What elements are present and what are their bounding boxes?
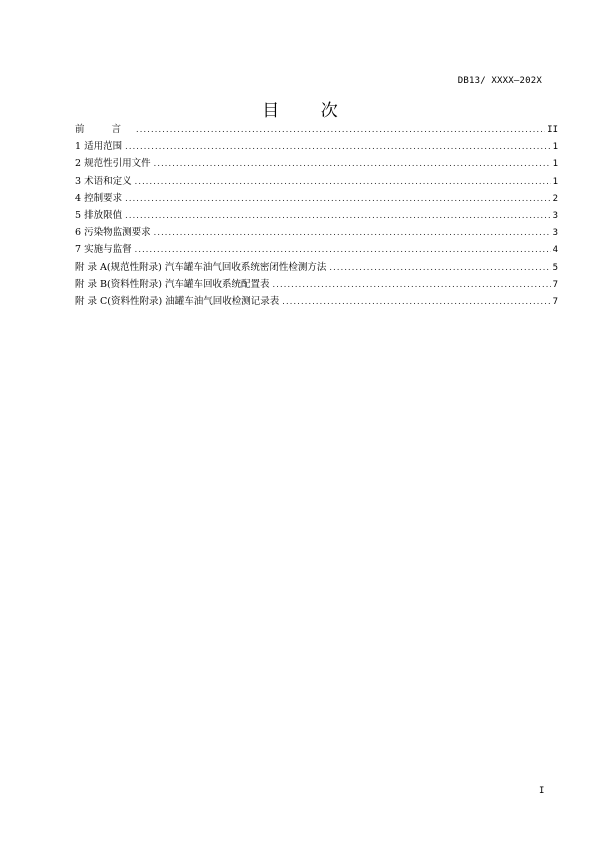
toc-leader-dots	[154, 224, 551, 241]
toc-leader-dots	[125, 207, 551, 224]
toc-leader-dots	[154, 155, 551, 172]
toc-entry-page: 2	[552, 193, 558, 204]
toc-entry-label: 附 录 C(资料性附录) 油罐车油气回收检测记录表	[75, 295, 280, 307]
toc-leader-dots	[135, 241, 551, 258]
toc-entry-label: 附 录 A(规范性附录) 汽车罐车油气回收系统密闭性检测方法	[75, 261, 327, 273]
toc-entry-scope[interactable]	[75, 138, 558, 155]
toc-leader-dots	[125, 138, 551, 155]
toc-entry-appendix-a[interactable]	[75, 259, 558, 276]
toc-entry-page: 7	[552, 296, 558, 307]
toc-entry-monitoring-requirements[interactable]	[75, 224, 558, 241]
toc-entry-appendix-c[interactable]	[75, 293, 558, 310]
toc-leader-dots	[329, 259, 550, 276]
toc-leader-dots	[135, 173, 551, 190]
toc-entry-page: 1	[552, 142, 558, 153]
toc-entry-label: 4 控制要求	[75, 192, 123, 204]
toc-entry-label: 3 术语和定义	[75, 175, 132, 187]
toc-entry-page: 1	[552, 159, 558, 170]
toc-entry-page: 4	[552, 245, 558, 256]
toc-entry-preface[interactable]	[75, 121, 558, 138]
toc-title: 目 次	[262, 101, 356, 121]
toc-leader-dots	[272, 276, 550, 293]
page-number: I	[539, 786, 545, 796]
toc-entry-page: 3	[552, 228, 558, 239]
toc-entry-appendix-b[interactable]	[75, 276, 558, 293]
toc-leader-dots	[282, 293, 550, 310]
toc-entry-label: 2 规范性引用文件	[75, 158, 151, 170]
toc-entry-implementation-supervision[interactable]	[75, 241, 558, 258]
standard-code: DB13/ XXXX—202X	[457, 76, 542, 86]
toc-entry-normative-references[interactable]	[75, 155, 558, 172]
toc-entry-page: II	[547, 125, 558, 135]
toc-entry-label: 附 录 B(资料性附录) 汽车罐车回收系统配置表	[75, 278, 270, 290]
toc-entry-label: 5 排放限值	[75, 209, 123, 221]
toc-entry-page: 1	[552, 176, 558, 187]
toc-list	[75, 121, 558, 310]
toc-entry-page: 5	[552, 262, 558, 273]
toc-entry-emission-limits[interactable]	[75, 207, 558, 224]
toc-entry-label: 7 实施与监督	[75, 244, 132, 256]
toc-entry-page: 7	[552, 279, 558, 290]
toc-entry-label: 6 污染物监测要求	[75, 227, 151, 239]
toc-leader-dots	[136, 121, 545, 138]
toc-entry-control-requirements[interactable]	[75, 190, 558, 207]
toc-entry-label: 1 适用范围	[75, 141, 123, 153]
toc-leader-dots	[125, 190, 551, 207]
toc-entry-page: 3	[552, 210, 558, 221]
toc-entry-label: 前 言	[75, 124, 134, 135]
toc-entry-terms-definitions[interactable]	[75, 173, 558, 190]
